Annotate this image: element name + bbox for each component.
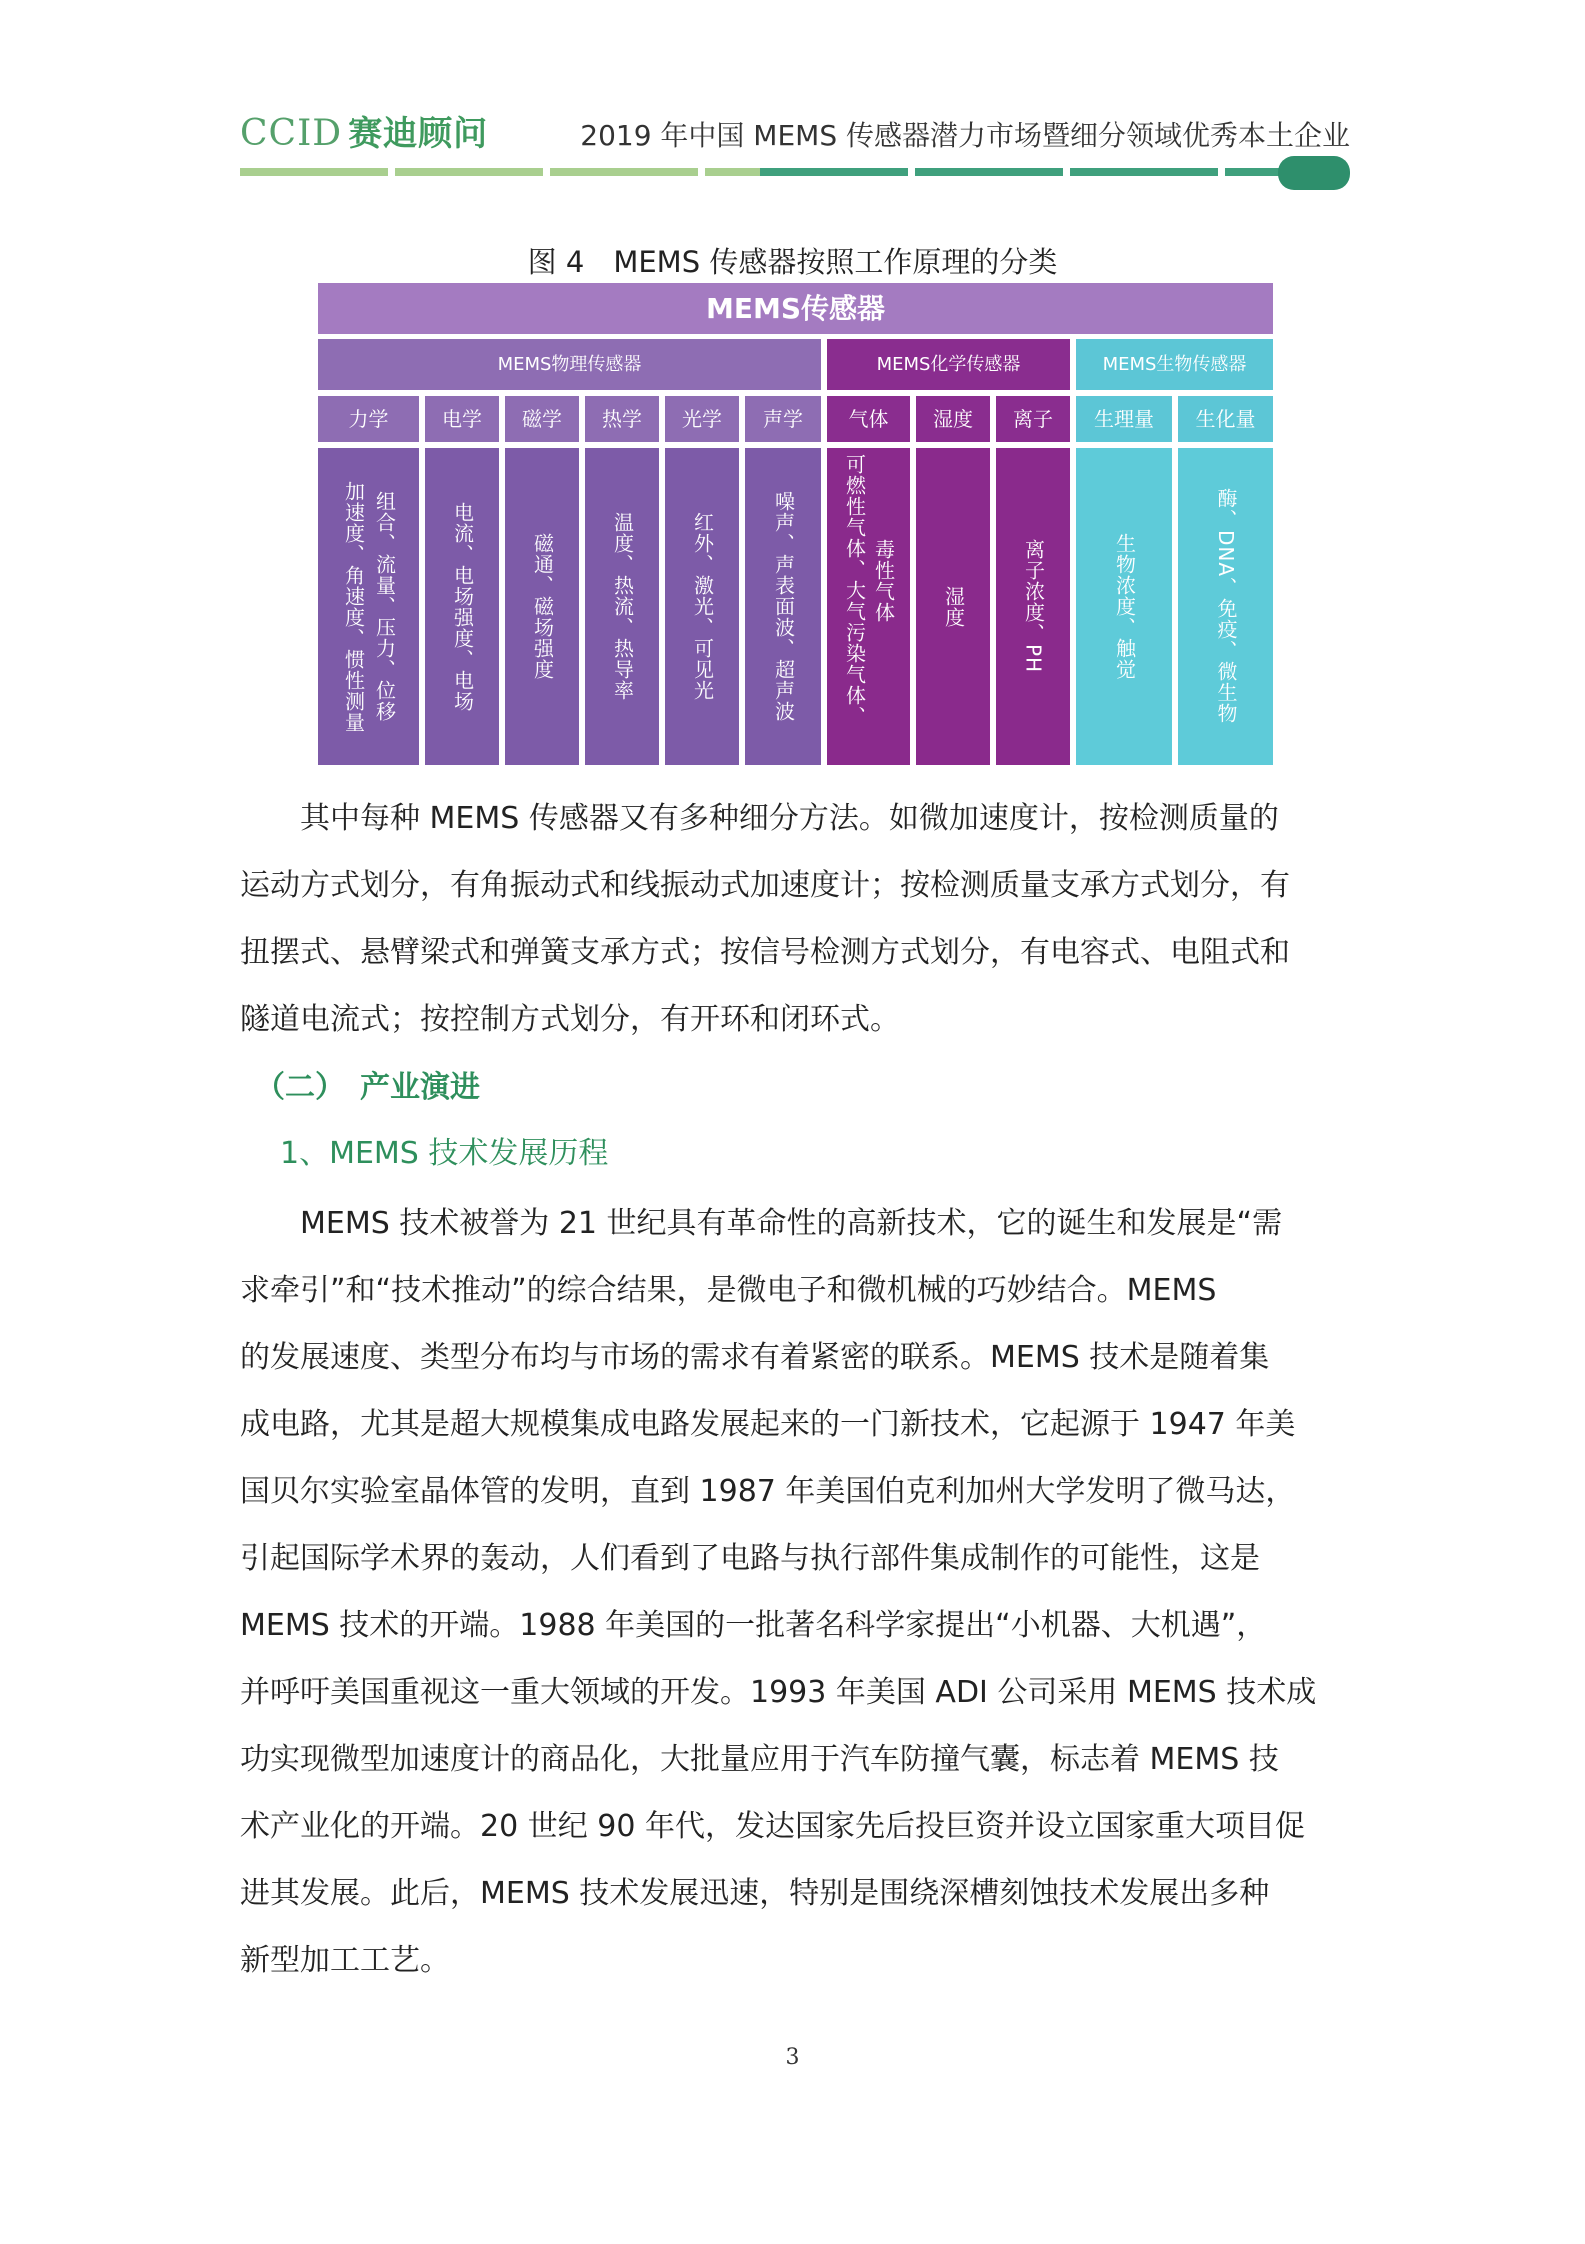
desc-magnetic xyxy=(505,448,579,765)
diagram-root-label: MEMS传感器 xyxy=(318,283,1273,334)
desc-acoustic xyxy=(745,448,821,765)
paragraph-line: 并呼吁美国重视这一重大领域的开发。1993 年美国 ADI 公司采用 MEMS 技术成 xyxy=(240,1675,1317,1710)
desc-physiological-col1: 生物浓度、触觉 xyxy=(1112,533,1137,680)
figure-caption: 图 4 MEMS 传感器按照工作原理的分类 xyxy=(527,245,1058,279)
desc-humidity xyxy=(916,448,990,765)
paragraph-line: 扭摆式、悬臂梁式和弹簧支承方式；按信号检测方式划分，有电容式、电阻式和 xyxy=(240,935,1290,970)
desc-physiological xyxy=(1076,448,1172,765)
header-divider-cap xyxy=(1278,156,1350,190)
paragraph-subdivision xyxy=(240,785,1350,1053)
paragraph-line: 功实现微型加速度计的商品化，大批量应用于汽车防撞气囊，标志着 MEMS 技 xyxy=(240,1742,1279,1777)
desc-humidity-col1: 湿度 xyxy=(941,585,966,628)
desc-mechanics-col1: 加速度、角速度、惯性测量 xyxy=(341,480,366,733)
header-divider-dark xyxy=(760,168,1280,176)
desc-biochemical xyxy=(1178,448,1273,765)
desc-electrical xyxy=(425,448,499,765)
logo-latin: CCID xyxy=(240,113,343,154)
paragraph-line: 其中每种 MEMS 传感器又有多种细分方法。如微加速度计，按检测质量的 xyxy=(300,801,1279,836)
group-chemical: MEMS化学传感器 xyxy=(827,339,1070,390)
paragraph-line: MEMS 技术的开端。1988 年美国的一批著名科学家提出“小机器、大机遇”， xyxy=(240,1608,1267,1643)
paragraph-line: 新型加工工艺。 xyxy=(240,1943,450,1978)
mems-classification-diagram xyxy=(318,283,1273,765)
section-heading: （二） 产业演进 xyxy=(255,1070,480,1105)
desc-ion-col1: 离子浓度、PH xyxy=(1021,539,1046,674)
category-thermal: 热学 xyxy=(585,396,659,442)
desc-mechanics xyxy=(318,448,419,765)
category-biochemical: 生化量 xyxy=(1178,396,1273,442)
category-electrical: 电学 xyxy=(425,396,499,442)
desc-gas-col1: 可燃性气体、大气污染气体、 xyxy=(842,454,867,727)
desc-thermal-col1: 温度、热流、热导率 xyxy=(610,512,635,701)
category-optical: 光学 xyxy=(665,396,739,442)
ccid-logo xyxy=(240,106,488,155)
category-ion: 离子 xyxy=(996,396,1070,442)
paragraph-line: 成电路，尤其是超大规模集成电路发展起来的一门新技术，它起源于 1947 年美 xyxy=(240,1407,1296,1442)
paragraph-line: 运动方式划分，有角振动式和线振动式加速度计；按检测质量支承方式划分，有 xyxy=(240,868,1290,903)
desc-ion xyxy=(996,448,1070,765)
desc-biochemical-col1: 酶、DNA、免疫、微生物 xyxy=(1214,488,1238,725)
group-physical: MEMS物理传感器 xyxy=(318,339,821,390)
category-humidity: 湿度 xyxy=(916,396,990,442)
paragraph-line: 求牵引”和“技术推动”的综合结果，是微电子和微机械的巧妙结合。MEMS xyxy=(240,1273,1217,1308)
paragraph-line: MEMS 技术被誉为 21 世纪具有革命性的高新技术，它的诞生和发展是“需 xyxy=(300,1206,1283,1241)
document-title: 2019 年中国 MEMS 传感器潜力市场暨细分领域优秀本土企业 xyxy=(580,119,1350,152)
desc-magnetic-col1: 磁通、磁场强度 xyxy=(530,533,555,680)
logo-cn: 赛迪顾问 xyxy=(348,114,489,154)
desc-gas-col2: 毒性气体 xyxy=(871,539,896,623)
category-mechanics: 力学 xyxy=(318,396,419,442)
paragraph-history xyxy=(240,1190,1350,1994)
subsection-heading: 1、MEMS 技术发展历程 xyxy=(280,1136,609,1171)
desc-acoustic-col1: 噪声、声表面波、超声波 xyxy=(771,491,796,722)
desc-thermal xyxy=(585,448,659,765)
desc-mechanics-col2: 组合、流量、压力、位移 xyxy=(372,491,397,722)
group-biological: MEMS生物传感器 xyxy=(1076,339,1273,390)
desc-electrical-col1: 电流、电场强度、电场 xyxy=(450,501,475,712)
category-physiological: 生理量 xyxy=(1076,396,1172,442)
paragraph-line: 术产业化的开端。20 世纪 90 年代，发达国家先后投巨资并设立国家重大项目促 xyxy=(240,1809,1305,1844)
desc-gas xyxy=(827,448,910,765)
page-number: 3 xyxy=(785,2045,800,2070)
desc-optical-col1: 红外、激光、可见光 xyxy=(690,512,715,701)
paragraph-line: 隧道电流式；按控制方式划分，有开环和闭环式。 xyxy=(240,1002,900,1037)
paragraph-line: 进其发展。此后，MEMS 技术发展迅速，特别是围绕深槽刻蚀技术发展出多种 xyxy=(240,1876,1270,1911)
category-acoustic: 声学 xyxy=(745,396,821,442)
paragraph-line: 的发展速度、类型分布均与市场的需求有着紧密的联系。MEMS 技术是随着集 xyxy=(240,1340,1270,1375)
paragraph-line: 引起国际学术界的轰动，人们看到了电路与执行部件集成制作的可能性，这是 xyxy=(240,1541,1260,1576)
category-magnetic: 磁学 xyxy=(505,396,579,442)
category-gas: 气体 xyxy=(827,396,910,442)
page-header xyxy=(240,100,1350,180)
desc-optical xyxy=(665,448,739,765)
paragraph-line: 国贝尔实验室晶体管的发明，直到 1987 年美国伯克利加州大学发明了微马达， xyxy=(240,1474,1296,1509)
